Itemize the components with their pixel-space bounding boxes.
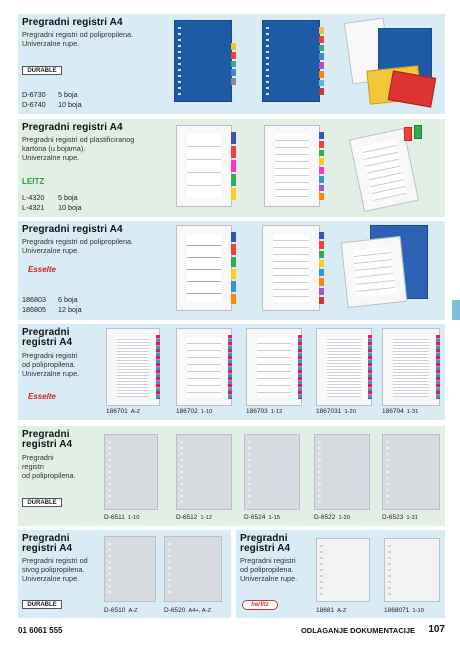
product-image — [382, 328, 440, 406]
product-label: 186703 1-12 — [246, 408, 283, 415]
product-image — [174, 20, 232, 102]
product-image — [262, 20, 320, 102]
section-title: Pregradni registri A4 — [22, 224, 123, 235]
product-label: D-6511 1-10 — [104, 514, 140, 521]
section-description: Pregradni registri od polipropilena. Univerzalne rupe. — [22, 351, 80, 378]
product-codes: 186803 6 boja 186805 12 boja — [22, 295, 82, 314]
durable-logo: DURABLE — [22, 600, 62, 609]
footer-category: ODLAGANJE DOKUMENTACIJE — [300, 626, 415, 635]
durable-logo: DURABLE — [22, 498, 62, 507]
product-label: D-6522 1-20 — [314, 514, 350, 521]
footer-phone: 01 6061 555 — [18, 626, 63, 635]
product-image — [388, 70, 437, 107]
section-title: Pregradni registri A4 — [240, 533, 291, 554]
product-label: D-6524 1-15 — [244, 514, 280, 521]
product-image — [176, 125, 232, 207]
product-image — [176, 434, 232, 510]
section-description: Pregradni registri od sivog polipropilena. Univerzalne rupe. — [22, 556, 88, 583]
section-description: Pregradni registri od polipropilena. Univerzalne rupe. — [22, 30, 134, 48]
product-image — [104, 434, 158, 510]
section-title: Pregradni registri A4 — [22, 17, 123, 28]
product-label: D-6512 1-12 — [176, 514, 212, 521]
product-label: D-6523 1-31 — [382, 514, 418, 521]
section-description: Pregradni registri od polipropilena. Univerzalne rupe. — [22, 237, 134, 255]
section-7 — [236, 530, 445, 618]
product-image — [316, 538, 370, 602]
page-number: 107 — [428, 624, 445, 635]
product-image — [382, 434, 440, 510]
durable-logo: DURABLE — [22, 66, 62, 75]
section-description: Pregradni registri od polipropilena. Univerzalne rupe. — [240, 556, 298, 583]
product-image — [262, 225, 320, 311]
section-2 — [18, 119, 445, 217]
esselte-logo: Esselte — [27, 392, 57, 401]
product-image — [164, 536, 222, 602]
product-label: 186701 A-Z — [106, 408, 141, 415]
product-label: D-6520 A4+, A-Z — [164, 607, 212, 614]
page-edge-tab — [452, 300, 460, 320]
section-5 — [18, 426, 445, 526]
herlitz-logo: herlitz — [242, 600, 278, 610]
product-image — [176, 225, 232, 311]
section-title: Pregradni registri A4 — [22, 327, 73, 348]
product-image — [414, 125, 422, 139]
esselte-logo: Esselte — [27, 265, 57, 274]
section-description: Pregradni registri od polipropilena. — [22, 453, 76, 480]
product-codes: L-4320 5 boja L-4321 10 boja — [22, 193, 82, 212]
product-image — [104, 536, 156, 602]
product-image — [176, 328, 232, 406]
page-footer — [18, 624, 445, 638]
section-3 — [18, 221, 445, 320]
product-label: 186702 1-10 — [176, 408, 213, 415]
product-label: 1868071 1-10 — [384, 607, 424, 614]
product-label: 186704 1-31 — [382, 408, 419, 415]
product-image — [106, 328, 160, 406]
section-6 — [18, 530, 231, 618]
product-image — [314, 434, 370, 510]
product-image — [341, 236, 408, 308]
product-codes: D-6730 5 boja D-6740 10 boja — [22, 90, 82, 109]
section-title: Pregradni registri A4 — [22, 429, 73, 450]
section-description: Pregradni registri od plastificiranog kartona (u bojama). Univerzalne rupe. — [22, 135, 135, 162]
section-1 — [18, 14, 445, 114]
product-image — [264, 125, 320, 207]
leitz-logo: LEITZ — [22, 177, 45, 186]
section-title: Pregradni registri A4 — [22, 533, 73, 554]
section-4 — [18, 324, 445, 420]
product-label: D-6510 A-Z — [104, 607, 138, 614]
product-image — [404, 127, 412, 141]
product-label: 1867031 1-20 — [316, 408, 356, 415]
product-image — [246, 328, 302, 406]
product-image — [316, 328, 372, 406]
section-title: Pregradni registri A4 — [22, 122, 123, 133]
product-image — [384, 538, 440, 602]
product-label: 18681 A-Z — [316, 607, 347, 614]
product-image — [244, 434, 300, 510]
